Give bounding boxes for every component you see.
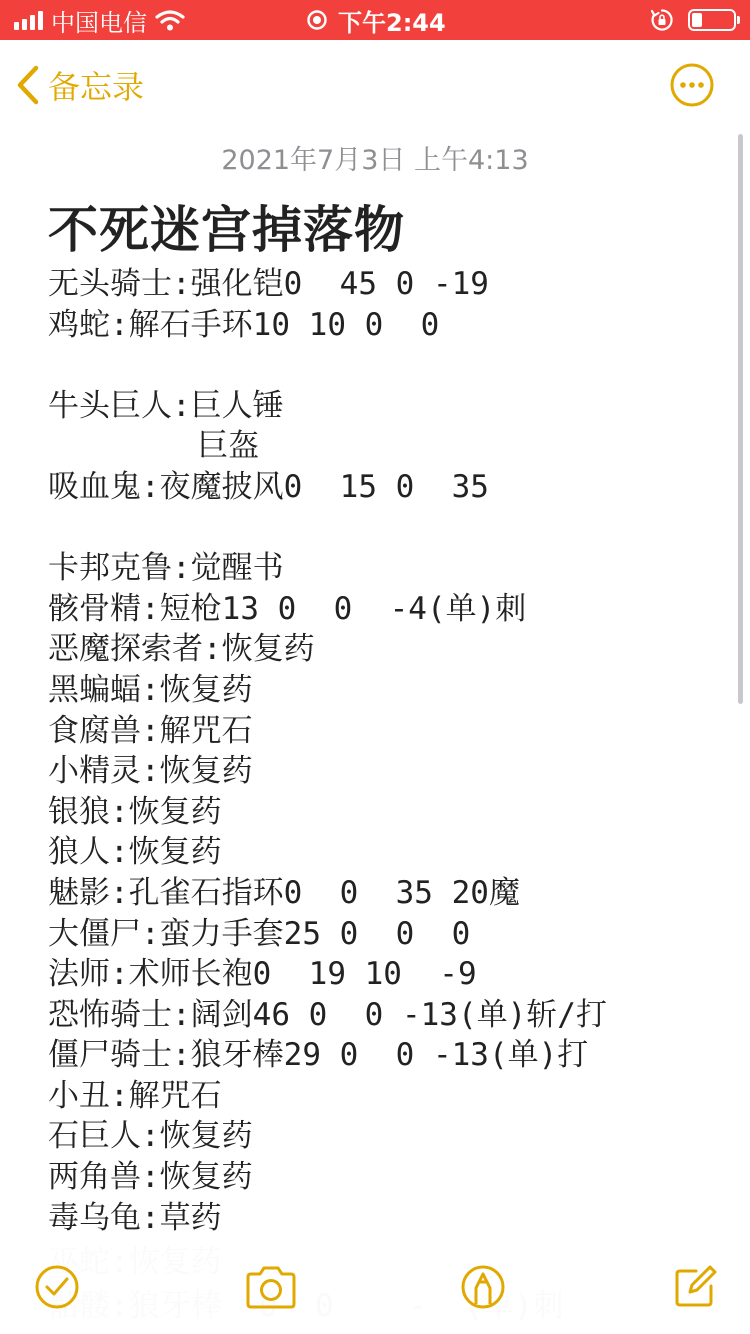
note-line: 巨盔 [48, 428, 260, 465]
note-line: 僵尸骑士:狼牙棒29 0 0 -13(单)打 [48, 1037, 589, 1074]
note-line [48, 508, 728, 549]
note-line: 大僵尸:蛮力手套25 0 0 0 [48, 915, 471, 952]
compose-button[interactable] [672, 1264, 718, 1310]
battery-level [692, 13, 702, 27]
note-line: 无头骑士:强化铠0 45 0 -19 [48, 266, 489, 302]
note-line: 黑蝙蝠:恢复药 [48, 671, 253, 708]
note-line: 两角兽:恢复药 [48, 1159, 253, 1196]
markup-button[interactable] [460, 1264, 506, 1310]
note-line: 骸骨精:短枪13 0 0 -4(单)刺 [48, 590, 527, 627]
back-button[interactable] [14, 60, 144, 110]
note-body[interactable] [48, 264, 728, 1238]
status-left [14, 0, 185, 40]
bottom-toolbar [0, 1236, 750, 1334]
checklist-icon [34, 1264, 80, 1310]
note-title[interactable]: 不死迷宫掉落物 [48, 201, 405, 259]
more-options-button[interactable] [670, 63, 714, 107]
note-line: 毒乌龟:草药 [48, 1199, 222, 1236]
note-line: 小丑:解咒石 [48, 1077, 222, 1114]
note-line: 吸血鬼:夜魔披风0 15 0 35 [48, 468, 489, 505]
markup-pen-icon [460, 1264, 506, 1310]
note-line: 石巨人:恢复药 [48, 1118, 253, 1155]
checklist-button[interactable] [34, 1264, 80, 1310]
note-line: 狼人:恢复药 [48, 834, 222, 871]
recording-icon [306, 9, 328, 31]
battery-icon [688, 9, 736, 31]
note-line [48, 345, 728, 386]
note-line: 魅影:孔雀石指环0 0 35 20魔 [48, 874, 520, 911]
note-line: 银狼:恢复药 [48, 793, 222, 830]
note-line: 恐怖骑士:阔剑46 0 0 -13(单)斩/打 [48, 996, 607, 1033]
note-date: 2021年7月3日 上午4:13 [221, 145, 529, 176]
note-line: 法师:术师长袍0 19 10 -9 [48, 956, 477, 993]
note-line: 鸡蛇:解石手环10 10 0 0 [48, 306, 440, 343]
status-center [306, 0, 446, 40]
note-line: 食腐兽:解咒石 [48, 712, 253, 749]
scroll-indicator[interactable] [738, 134, 743, 704]
status-bar [0, 0, 750, 40]
orientation-lock-icon [650, 8, 674, 32]
chevron-left-icon [14, 64, 42, 106]
note-line: 恶魔探索者:恢复药 [48, 631, 315, 668]
back-label: 备忘录 [48, 68, 145, 106]
status-time: 下午2:44 [338, 8, 446, 37]
wifi-icon [155, 9, 185, 31]
cellular-signal-icon [14, 10, 43, 30]
ellipsis-circle-icon [670, 63, 714, 107]
camera-icon [244, 1264, 298, 1310]
note-line: 牛头巨人:巨人锤 [48, 387, 284, 424]
note-line: 卡邦克鲁:觉醒书 [48, 550, 284, 587]
carrier-name: 中国电信 [51, 8, 147, 37]
status-right [650, 0, 736, 40]
compose-icon [672, 1264, 718, 1310]
camera-button[interactable] [244, 1264, 298, 1310]
note-line: 小精灵:恢复药 [48, 753, 253, 790]
